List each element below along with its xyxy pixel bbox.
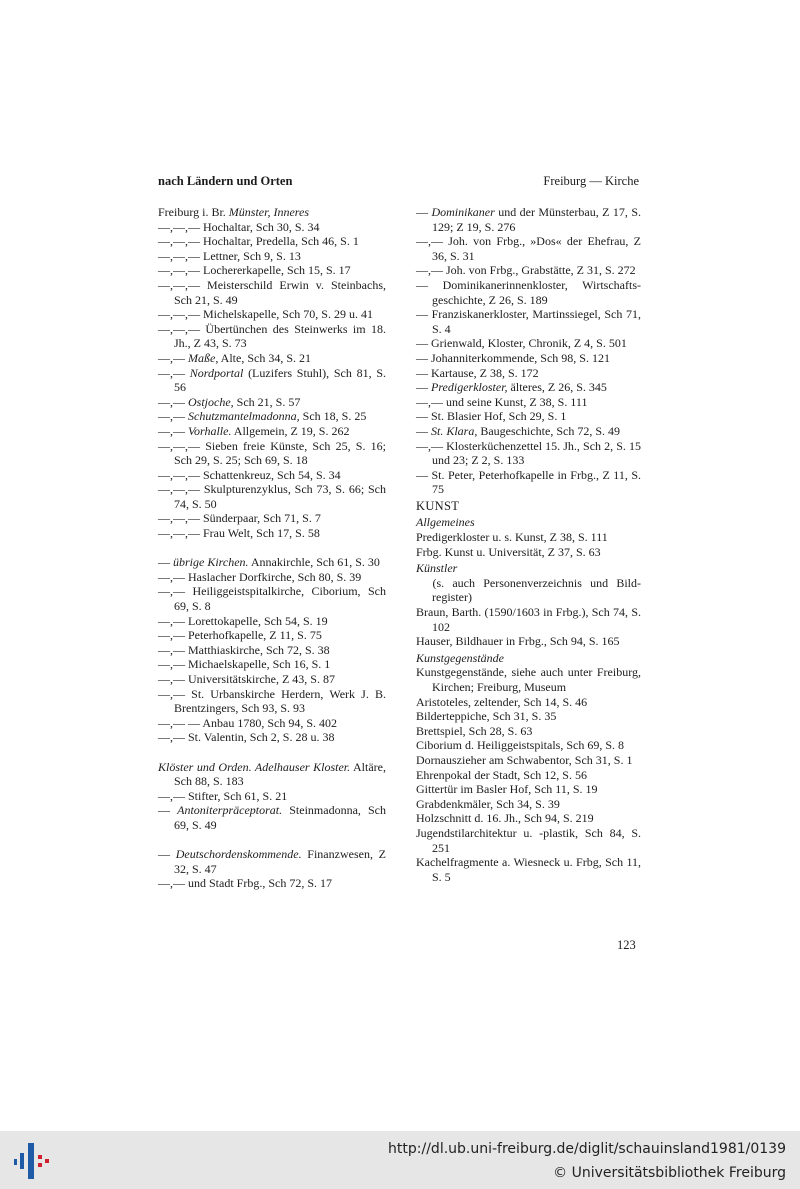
index-entry: —,— und seine Kunst, Z 38, S. 111 [416,394,588,409]
index-entry: —,—,— Sünderpaar, Sch 71, S. 7 [158,511,321,526]
index-entry: — Franziskanerkloster, Martinssiegel, Sch 71, S. 4 [416,307,641,336]
subsection-heading: Kunstgegenstände [416,650,504,665]
index-entry: Predigerkloster u. s. Kunst, Z 38, S. 111 [416,530,608,545]
running-header-right: Freiburg — Kirche [543,174,639,188]
index-entry: Aristoteles, zeltender, Sch 14, S. 46 [416,694,588,709]
index-entry: — übrige Kirchen. Annakirchle, Sch 61, S. 30 [158,555,380,570]
index-entry: —,—,— Übertünchen des Steinwerks im 18. Jh., Z 43, S. 73 [158,321,386,351]
permalink-url[interactable]: http://dl.ub.uni-freiburg.de/diglit/schauinsland1981/0139 [388,1141,786,1157]
index-entry: — Predigerkloster, älteres, Z 26, S. 345 [416,380,607,395]
index-entry: Grabdenkmäler, Sch 34, S. 39 [416,796,560,811]
index-entry: —,— Joh. von Frbg., »Dos« der Ehefrau, Z 36, S. 31 [416,234,641,263]
index-entry: —,— — Anbau 1780, Sch 94, S. 402 [158,715,338,730]
index-entry: Jugendstilarchitektur u. -plastik, Sch 84, S. 251 [416,825,641,855]
index-entry: —,—,— Lochererkapelle, Sch 15, S. 17 [158,263,351,278]
index-entry: — Johanniterkommende, Sch 98, S. 121 [416,350,610,365]
index-entry: —,— Stifter, Sch 61, S. 21 [158,788,288,803]
index-entry: — Kartause, Z 38, S. 172 [416,365,539,380]
index-entry: —,— Nordportal (Luzifers Stuhl), Sch 81, S. 56 [158,365,386,395]
index-entry: —,— Joh. von Frbg., Grabstätte, Z 31, S. 272 [416,263,636,278]
index-column-right [416,205,641,884]
index-entry: —,— Heiliggeistspitalkirche, Ciborium, Sch 69, S. 8 [158,584,386,614]
index-entry: — Antoniterpräceptorat. Steinmadonna, Sch 69, S. 49 [158,803,387,832]
index-entry: Holzschnitt d. 16. Jh., Sch 94, S. 219 [416,811,594,826]
index-entry: —,— Haslacher Dorfkirche, Sch 80, S. 39 [158,569,362,584]
index-entry: —,—,— Sieben freie Künste, Sch 25, S. 16; Sch 29, S. 25; Sch 69, S. 18 [158,438,386,468]
index-entry: — St. Blasier Hof, Sch 29, S. 1 [416,409,567,424]
index-entry: —,— Matthiaskirche, Sch 72, S. 38 [158,642,330,657]
index-entry: Klöster und Orden. Adelhauser Kloster. Altäre, Sch 88, S. 183 [158,759,386,789]
index-entry: Frbg. Kunst u. Universität, Z 37, S. 63 [416,544,601,559]
index-entry: —,—,— Skulpturenzyklus, Sch 73, S. 66; Sch 74, S. 50 [158,482,386,511]
index-entry: Kunstgegenstände, siehe auch unter Freiburg, Kirchen; Freiburg, Museum [416,665,641,694]
index-entry: Freiburg i. Br. Münster, Inneres [158,205,309,219]
index-entry: —,— Michaelskapelle, Sch 16, S. 1 [158,657,331,672]
index-column-left [158,205,386,891]
index-entry: —,—,— Schattenkreuz, Sch 54, S. 34 [158,467,341,482]
index-entry: — Grienwald, Kloster, Chronik, Z 4, S. 501 [416,336,627,351]
index-entry: — Dominikanerinnenkloster, Wirtschaftsgeschichte, Z 26, S. 189 [416,277,641,307]
index-entry: —,—,— Hochaltar, Sch 30, S. 34 [158,219,320,234]
index-entry: Dornauszieher am Schwabentor, Sch 31, S. 1 [416,752,633,767]
index-entry: —,— Schutzmantelmadonna, Sch 18, S. 25 [158,409,367,424]
copyright-notice: © Universitätsbibliothek Freiburg [553,1165,786,1181]
index-entry: (s. auch Personenverzeichnis und Bildregister) [416,575,641,605]
index-entry: Brettspiel, Sch 28, S. 63 [416,723,533,738]
section-heading: KUNST [416,498,460,513]
index-entry: —,— Lorettokapelle, Sch 54, S. 19 [158,613,328,628]
index-entry: —,— Klosterküchenzettel 15. Jh., Sch 2, S. 15 und 23; Z 2, S. 133 [416,438,641,468]
index-entry: —,— Ostjoche, Sch 21, S. 57 [158,394,301,409]
viewer-footer [0,1131,800,1189]
index-entry: —,— Peterhofkapelle, Z 11, S. 75 [158,628,322,643]
index-entry: —,— und Stadt Frbg., Sch 72, S. 17 [158,876,333,891]
index-entry: —,— Universitätskirche, Z 43, S. 87 [158,672,335,686]
index-entry: Hauser, Bildhauer in Frbg., Sch 94, S. 165 [416,634,620,649]
index-entry: Bilderteppiche, Sch 31, S. 35 [416,709,557,724]
index-entry: —,—,— Meisterschild Erwin v. Steinbachs, Sch 21, S. 49 [158,277,386,307]
index-entry: Braun, Barth. (1590/1603 in Frbg.), Sch 74, S. 102 [416,605,641,634]
spacer [158,833,386,848]
index-entry: —,— St. Valentin, Sch 2, S. 28 u. 38 [158,730,335,745]
index-entry: —,—,— Frau Welt, Sch 17, S. 58 [158,526,320,541]
index-entry: Ehrenpokal der Stadt, Sch 12, S. 56 [416,767,587,782]
running-header-left: nach Ländern und Orten [158,174,293,188]
index-entry: —,—,— Lettner, Sch 9, S. 13 [158,248,301,263]
index-entry: —,—,— Hochaltar, Predella, Sch 46, S. 1 [158,234,359,249]
index-entry: —,— Vorhalle. Allgemein, Z 19, S. 262 [158,423,350,438]
index-entry: —,— St. Urbanskirche Herdern, Werk J. B. Brentzingers, Sch 93, S. 93 [158,686,386,716]
index-entry: Ciborium d. Heiliggeistspitals, Sch 69, S. 8 [416,738,625,753]
subsection-heading: Allgemeines [416,515,475,530]
index-entry: — St. Peter, Peterhofkapelle in Frbg., Z 11, S. 75 [416,467,641,497]
spacer [158,745,386,760]
spacer [158,541,386,556]
index-entry: Gittertür im Basler Hof, Sch 11, S. 19 [416,782,598,797]
page-number: 123 [617,938,636,952]
index-entry: Kachelfragmente a. Wiesneck u. Frbg, Sch 11, S. 5 [416,855,641,884]
index-entry: — Dominikaner und der Münsterbau, Z 17, S. 129; Z 19, S. 276 [416,205,641,234]
ub-freiburg-logo-icon [12,1141,52,1181]
subsection-heading: Künstler [416,561,458,576]
index-entry: —,— Maße, Alte, Sch 34, S. 21 [158,350,311,365]
index-entry: —,—,— Michelskapelle, Sch 70, S. 29 u. 41 [158,307,373,322]
index-entry: — Deutschordenskommende. Finanzwesen, Z 32, S. 47 [158,847,386,876]
index-entry: — St. Klara, Baugeschichte, Sch 72, S. 49 [416,423,620,438]
